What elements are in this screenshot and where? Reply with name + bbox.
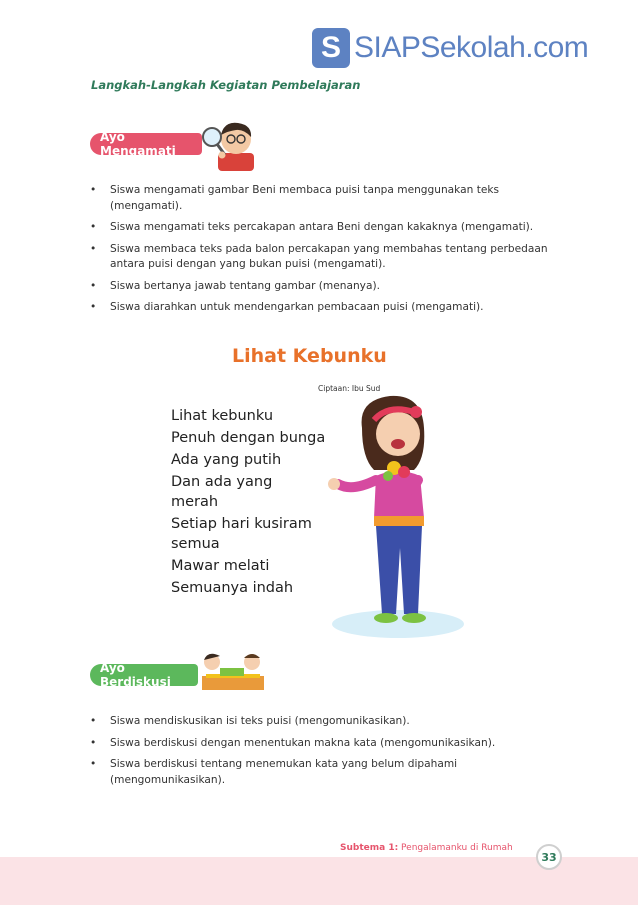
footer-subtema	[340, 843, 513, 853]
discuss-step-list	[88, 714, 568, 794]
list-item: • Siswa berdiskusi tentang menemukan kata yang belum dipahami (mengomunikasikan).	[88, 757, 568, 788]
subtema-title: Pengalamanku di Rumah	[398, 843, 513, 853]
poem-body	[171, 406, 341, 600]
poem-line: Penuh dengan bunga	[171, 430, 326, 446]
poem-line: Semuanya indah	[171, 580, 294, 596]
poem-line: Setiap hari kusiram	[171, 516, 312, 532]
list-item: • Siswa mengamati teks percakapan antara Beni dengan kakaknya (mengamati).	[88, 220, 568, 236]
children-discussing-illustration	[196, 648, 268, 694]
poem-title: Lihat Kebunku	[232, 345, 387, 367]
poem-line: Mawar melati	[171, 558, 270, 574]
section-tag-observe: Ayo Mengamati	[90, 133, 202, 155]
list-item: • Siswa membaca teks pada balon percakapan yang membahas tentang perbedaan antara puisi dengan yang bukan puisi (mengamati).	[88, 242, 568, 273]
poem-line: Lihat kebunku	[171, 408, 274, 424]
list-item: • Siswa mengamati gambar Beni membaca puisi tanpa menggunakan teks (mengamati).	[88, 183, 568, 214]
watermark-badge: S	[312, 28, 350, 68]
running-head: Langkah-Langkah Kegiatan Pembelajaran	[91, 78, 361, 92]
subtema-label: Subtema 1:	[340, 843, 399, 853]
page-number: 33	[536, 844, 562, 870]
list-item: • Siswa mendiskusikan isi teks puisi (mengomunikasikan).	[88, 714, 568, 730]
poem-line: merah	[171, 494, 219, 510]
boy-magnifier-illustration	[200, 115, 266, 171]
poem-line: Dan ada yang	[171, 474, 273, 490]
watermark-logo	[312, 28, 588, 68]
poem-line: Ada yang putih	[171, 452, 282, 468]
poem-line: semua	[171, 536, 220, 552]
list-item: • Siswa berdiskusi dengan menentukan makna kata (mengomunikasikan).	[88, 736, 568, 752]
list-item: • Siswa bertanya jawab tentang gambar (menanya).	[88, 279, 568, 295]
list-item: • Siswa diarahkan untuk mendengarkan pembacaan puisi (mengamati).	[88, 300, 568, 316]
observe-step-list	[88, 183, 568, 322]
section-tag-discuss: Ayo Berdiskusi	[90, 664, 198, 686]
poem-author: Ciptaan: Ibu Sud	[318, 384, 381, 393]
watermark-text: SIAPSekolah.com	[354, 31, 589, 64]
girl-reciting-illustration	[318, 388, 468, 648]
